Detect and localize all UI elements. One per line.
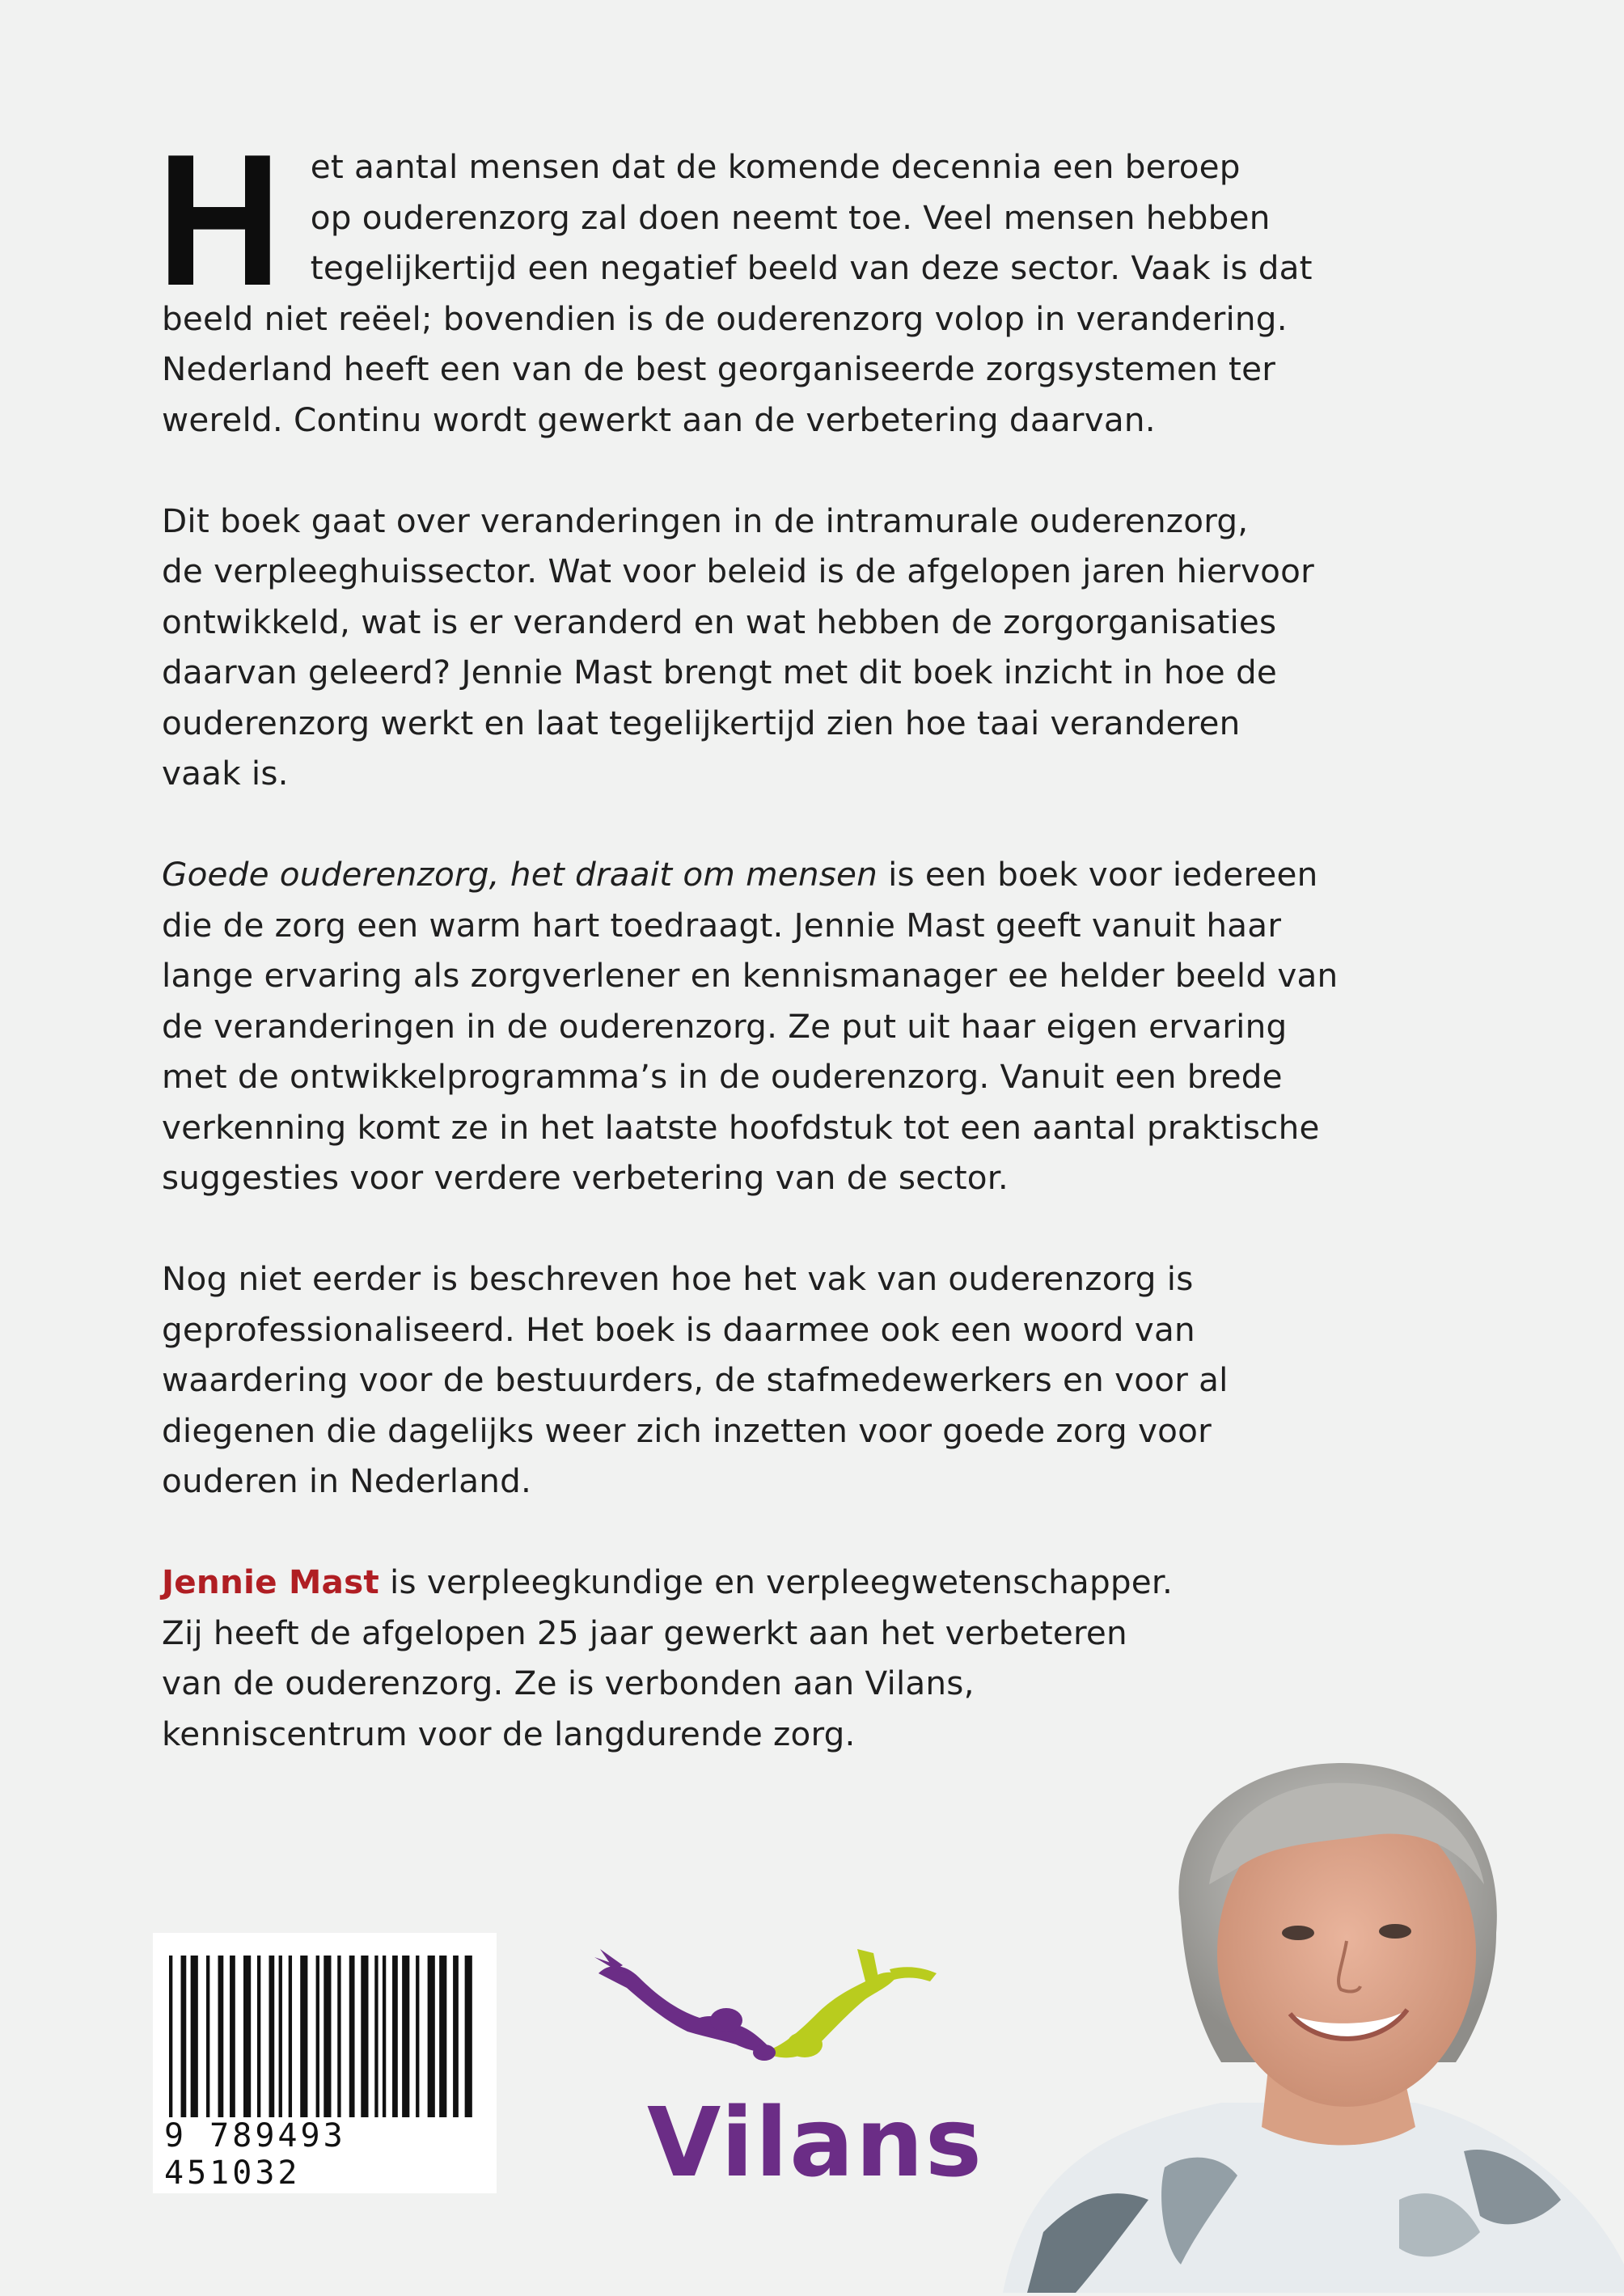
text-line: vaak is. bbox=[162, 754, 289, 793]
text-line: tegelijkertijd een negatief beeld van deze sector. Vaak is dat bbox=[310, 248, 1313, 287]
barcode-bar bbox=[349, 1956, 355, 2117]
text-line: ouderen in Nederland. bbox=[162, 1461, 532, 1500]
barcode-bar bbox=[361, 1956, 368, 2117]
barcode-bar bbox=[169, 1956, 172, 2117]
barcode-bar bbox=[374, 1956, 378, 2117]
barcode-bar bbox=[181, 1956, 187, 2117]
isbn-barcode bbox=[153, 1933, 497, 2193]
text-line: wereld. Continu wordt gewerkt aan de verbetering daarvan. bbox=[162, 400, 1156, 439]
text-line: lange ervaring als zorgverlener en kennismanager ee helder beeld van bbox=[162, 956, 1339, 995]
paragraph-intro bbox=[157, 116, 1423, 445]
author-portrait-icon bbox=[979, 1747, 1624, 2293]
barcode-bar bbox=[402, 1956, 409, 2117]
author-photo bbox=[979, 1747, 1624, 2293]
barcode-bar bbox=[206, 1956, 209, 2117]
back-cover-blurb bbox=[157, 116, 1423, 1810]
text-line: diegenen die dagelijks weer zich inzetten voor goede zorg voor bbox=[162, 1410, 1212, 1450]
text-line: daarvan geleerd? Jennie Mast brengt met dit boek inzicht in hoe de bbox=[162, 653, 1277, 691]
author-name: Jennie Mast bbox=[162, 1562, 379, 1601]
text-line: kenniscentrum voor de langdurende zorg. bbox=[162, 1714, 856, 1753]
vilans-figures-icon bbox=[590, 1941, 995, 2103]
barcode-bar bbox=[269, 1956, 274, 2117]
barcode-bar bbox=[279, 1956, 282, 2117]
text-line: beeld niet reëel; bovendien is de ouderenzorg volop in verandering. bbox=[162, 298, 1288, 338]
text-line: met de ontwikkelprogramma’s in de ouderenzorg. Vanuit een brede bbox=[162, 1057, 1283, 1096]
text-line: Dit boek gaat over veranderingen in de intramurale ouderenzorg, bbox=[162, 501, 1249, 540]
text-line bbox=[162, 849, 1423, 900]
text-line: suggesties voor verdere verbetering van de sector. bbox=[162, 1158, 1009, 1197]
barcode-bar bbox=[191, 1956, 198, 2117]
barcode-bar bbox=[316, 1956, 319, 2117]
text-line: waardering voor de bestuurders, de stafmedewerkers en voor al bbox=[162, 1360, 1229, 1399]
barcode-bar bbox=[324, 1956, 331, 2117]
text-line: geprofessionaliseerd. Het boek is daarmee ook een woord van bbox=[162, 1309, 1195, 1349]
barcode-bars bbox=[169, 1956, 480, 2117]
paragraph-appreciation bbox=[162, 1254, 1423, 1507]
text-line: et aantal mensen dat de komende decennia een beroep bbox=[310, 147, 1241, 186]
barcode-bar bbox=[383, 1956, 386, 2117]
text-line: ouderenzorg werkt en laat tegelijkertijd zien hoe taai veranderen bbox=[162, 703, 1241, 742]
book-title: Goede ouderenzorg, het draait om mensen bbox=[162, 855, 878, 894]
barcode-bar bbox=[243, 1956, 251, 2117]
text-line: verkenning komt ze in het laatste hoofdstuk tot een aantal praktische bbox=[162, 1107, 1320, 1147]
barcode-bar bbox=[416, 1956, 419, 2117]
barcode-bar bbox=[428, 1956, 435, 2117]
text-line: Nederland heeft een van de best georganiseerde zorgsystemen ter bbox=[162, 349, 1276, 388]
barcode-bar bbox=[289, 1956, 292, 2117]
text-line: de veranderingen in de ouderenzorg. Ze put uit haar eigen ervaring bbox=[162, 1006, 1288, 1046]
isbn-number: 9 789493 451032 bbox=[164, 2117, 346, 2192]
barcode-bar bbox=[300, 1956, 307, 2117]
barcode-bar bbox=[453, 1956, 459, 2117]
text-fragment: is een boek voor iedereen bbox=[878, 855, 1318, 894]
text-line: Zij heeft de afgelopen 25 jaar gewerkt aan het verbeteren bbox=[162, 1613, 1127, 1652]
text-line: van de ouderenzorg. Ze is verbonden aan Vilans, bbox=[162, 1664, 975, 1702]
paragraph-book-topic bbox=[162, 496, 1423, 799]
publisher-name: Vilans bbox=[647, 2087, 984, 2198]
text-line: op ouderenzorg zal doen neemt toe. Veel mensen hebben bbox=[310, 197, 1271, 237]
text-line: die de zorg een warm hart toedraagt. Jennie Mast geeft vanuit haar bbox=[162, 905, 1282, 945]
text-fragment: is verpleegkundige en verpleegwetenschapper. bbox=[379, 1562, 1174, 1601]
text-line: de verpleeghuissector. Wat voor beleid is de afgelopen jaren hiervoor bbox=[162, 552, 1314, 590]
text-line: ontwikkeld, wat is er veranderd en wat hebben de zorgorganisaties bbox=[162, 602, 1277, 641]
text-line bbox=[162, 1557, 1423, 1608]
text-line: Nog niet eerder is beschreven hoe het vak van ouderenzorg is bbox=[162, 1259, 1194, 1298]
barcode-bar bbox=[230, 1956, 235, 2117]
barcode-bar bbox=[218, 1956, 224, 2117]
barcode-bar bbox=[337, 1956, 340, 2117]
author-bio bbox=[162, 1557, 1423, 1759]
barcode-bar bbox=[392, 1956, 398, 2117]
drop-cap: H bbox=[157, 116, 282, 325]
barcode-bar bbox=[257, 1956, 260, 2117]
barcode-bar bbox=[465, 1956, 472, 2117]
barcode-bar bbox=[439, 1956, 446, 2117]
vilans-logo bbox=[590, 1941, 995, 2208]
paragraph-audience bbox=[162, 849, 1423, 1203]
